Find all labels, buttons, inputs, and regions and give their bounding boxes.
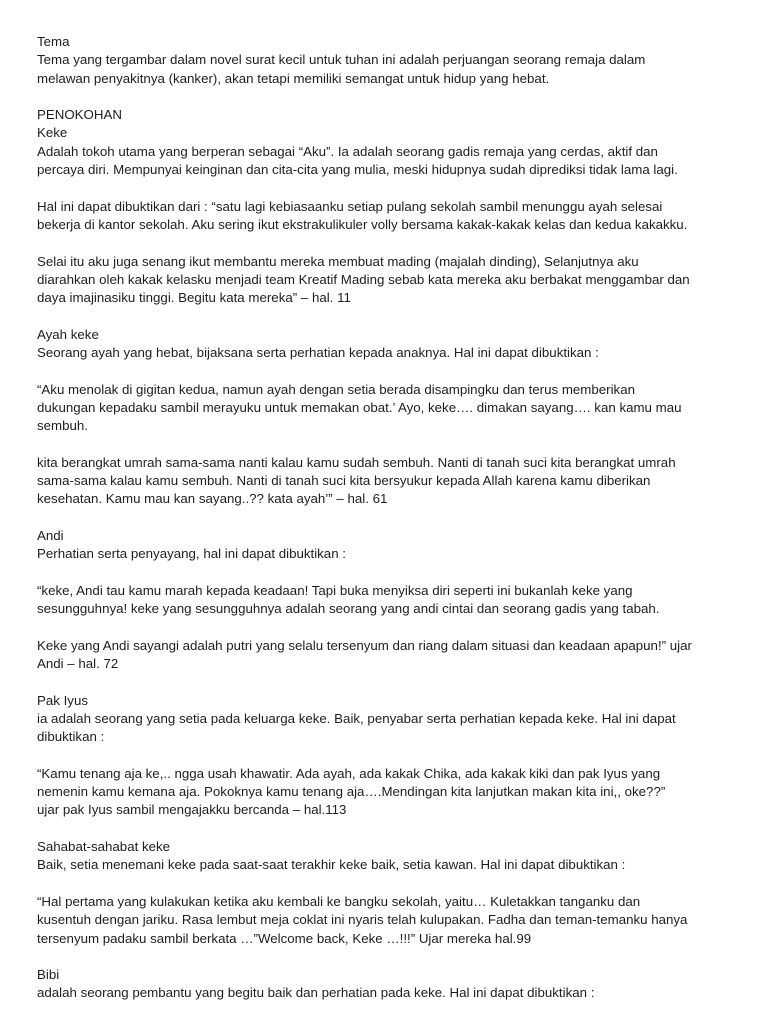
section-heading: Pak Iyus (37, 692, 88, 708)
paragraph-gap (37, 436, 737, 454)
paragraph: Seorang ayah yang hebat, bijaksana serta perhatian kepada anaknya. Hal ini dapat dibuktikan : (37, 345, 599, 361)
paragraph-gap (37, 234, 737, 252)
section-heading: Ayah keke (37, 326, 99, 342)
paragraph: Hal ini dapat dibuktikan dari : “satu lagi kebiasaanku setiap pulang sekolah sambil menunggu ayah selesai bekerja di kantor sekolah. Aku sering ikut ekstrakulikuler volly bersama kakak-kakak kelas dan kedua kakakku. (37, 198, 688, 232)
paragraph: “keke, Andi tau kamu marah kepada keadaan! Tapi buka menyiksa diri seperti ini bukanlah keke yang sesungguhnya! keke yang sesungguhnya adalah seorang yang andi cintai dan seorang gadis yang tabah. (37, 582, 660, 617)
paragraph: Baik, setia menemani keke pada saat-saat terakhir keke baik, setia kawan. Hal ini dapat dibuktikan : (37, 857, 626, 873)
paragraph-gap (37, 673, 737, 691)
paragraph-gap (37, 747, 737, 765)
section-heading: Andi (37, 528, 64, 544)
section-heading: Sahabat-sahabat keke (37, 839, 171, 855)
paragraph-gap (37, 820, 737, 838)
paragraph: Adalah tokoh utama yang berperan sebagai “Aku”. Ia adalah seorang gadis remaja yang cerdas, aktif dan percaya diri. Mempunyai keinginan dan cita-cita yang mulia, meski hidupnya sudah diprediksi tidak lama lagi. (37, 143, 678, 178)
paragraph: Perhatian serta penyayang, hal ini dapat dibuktikan : (37, 546, 346, 562)
paragraph-gap (37, 948, 737, 966)
paragraph-gap (37, 564, 737, 582)
section-heading: PENOKOHAN Keke (37, 107, 122, 141)
paragraph-gap (37, 179, 737, 197)
paragraph-gap (37, 875, 737, 893)
paragraph: kita berangkat umrah sama-sama nanti kalau kamu sudah sembuh. Nanti di tanah suci kita berangkat umrah sama-sama kalau kamu sembuh. Nanti di tanah suci kita bersyukur kepada Allah karena kamu diberikan kesehatan. Kamu mau kan sayang..?? kata ayah’” – hal. 61 (37, 454, 676, 507)
paragraph-gap (37, 509, 737, 527)
section-heading: Bibi (37, 967, 60, 983)
section-heading: Tema (37, 34, 70, 49)
paragraph-gap (37, 619, 737, 637)
paragraph-gap (37, 362, 737, 380)
paragraph: Tema yang tergambar dalam novel surat kecil untuk tuhan ini adalah perjuangan seorang remaja dalam melawan penyakitnya (kanker), akan tetapi memiliki semangat untuk hidup yang hebat. (37, 52, 646, 86)
paragraph-gap (37, 307, 737, 325)
paragraph-gap (37, 88, 737, 106)
document-page (37, 33, 737, 1003)
paragraph: “Hal pertama yang kulakukan ketika aku kembali ke bangku sekolah, yaitu… Kuletakkan tanganku dan kusentuh dengan jariku. Rasa lembut meja coklat ini nyaris telah kulupakan. Fadha dan teman-temanku hanya tersenyum padaku sambil berkata …”Welcome back, Keke …!!!” Ujar mereka hal.99 (37, 893, 688, 946)
paragraph: adalah seorang pembantu yang begitu baik dan perhatian pada keke. Hal ini dapat dibuktikan : (37, 985, 595, 1001)
paragraph: ia adalah seorang yang setia pada keluarga keke. Baik, penyabar serta perhatian kepada keke. Hal ini dapat dibuktikan : (37, 710, 676, 745)
paragraph: “Aku menolak di gigitan kedua, namun ayah dengan setia berada disampingku dan terus memberikan dukungan kepadaku sambil merayuku untuk memakan obat.’ Ayo, keke…. dimakan sayang…. kan kamu mau sembuh. (37, 381, 682, 434)
paragraph: “Kamu tenang aja ke,.. ngga usah khawatir. Ada ayah, ada kakak Chika, ada kakak kiki dan pak Iyus yang nemenin kamu kemana aja. Pokoknya kamu tenang aja….Mendingan kita lanjutkan makan kita ini,, oke??” ujar pak Iyus sambil mengajakku bercanda – hal.113 (37, 765, 666, 818)
paragraph: Selai itu aku juga senang ikut membantu mereka membuat mading (majalah dinding), Selanjutnya aku diarahkan oleh kakak kelasku menjadi team Kreatif Mading sebab kata mereka aku berbakat menggambar dan daya imajinasiku tinggi. Begitu kata mereka” – hal. 11 (37, 253, 690, 306)
paragraph: Keke yang Andi sayangi adalah putri yang selalu tersenyum dan riang dalam situasi dan keadaan apapun!” ujar Andi – hal. 72 (37, 637, 692, 672)
